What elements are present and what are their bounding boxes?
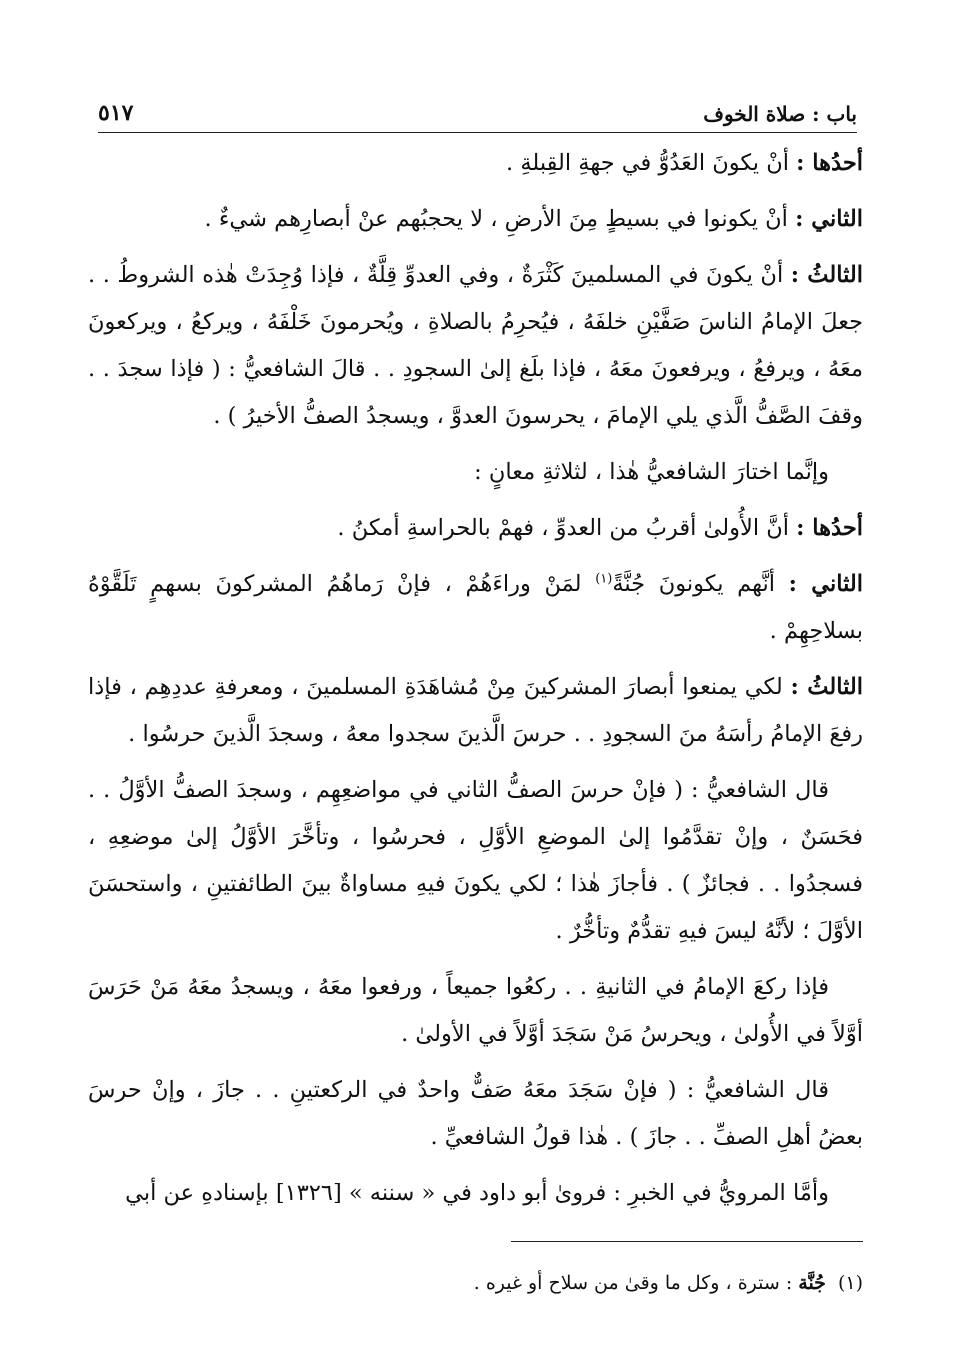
paragraph-6: [88, 561, 863, 655]
paragraph-text: قال الشافعيُّ : ( فإنْ حرسَ الصفُّ الثاني في مواضعِهِم ، وسجدَ الصفُّ الأوَّلُ . . فحَسَنٌ ، وإنْ تقدَّمُوا إلىٰ الموضعِ الأوَّلِ ، فحرسُوا ، وتأخَّرَ الأوَّلُ إلىٰ موضعِهِ ، فسجدُوا . . فجائزٌ ) . فأجازَ هٰذا ؛ لكي يكونَ فيهِ مساواةٌ بينَ الطائفتينِ ، واستحسَنَ الأوَّلَ ؛ لأنَّهُ ليسَ فيهِ تقدُّمٌ وتأخُّرٌ .: [88, 777, 863, 944]
paragraph-text: أنَّهم يكونونَ جُنَّةً: [612, 571, 789, 597]
chapter-title: باب : صلاة الخوف: [703, 102, 857, 126]
main-text: [88, 140, 863, 1226]
page-number: ٥١٧: [98, 100, 134, 126]
paragraph-4: [88, 449, 863, 496]
footnote: [88, 1268, 863, 1298]
paragraph-text: فإذا ركعَ الإمامُ في الثانيةِ . . ركعُوا جميعاً ، ورفعوا معَهُ ، ويسجدُ معَهُ مَنْ حَرَسَ أوَّلاً في الأُولىٰ ، ويحرسُ مَنْ سَجَدَ أوَّلاً في الأولىٰ .: [88, 974, 863, 1047]
paragraph-lead: أحدُها :: [796, 150, 863, 176]
paragraph-lead: الثاني :: [795, 206, 863, 232]
page-header: [98, 86, 857, 133]
footnote-divider: [511, 1241, 863, 1242]
paragraph-8: [88, 767, 863, 955]
paragraph-text: وأمَّا المرويُّ في الخبرِ : فروىٰ أبو داود في « سننه » [١٣٢٦] بإسنادهِ عن أبي: [125, 1180, 829, 1206]
paragraph-text: لكي يمنعوا أبصارَ المشركينَ مِنْ مُشاهَدَةِ المسلمينَ ، ومعرفةِ عددِهِم ، فإذا رفعَ الإمامُ رأسَهُ منَ السجودِ . . حرسَ الَّذينَ سجدوا معهُ ، وسجدَ الَّذينَ حرسُوا .: [88, 674, 863, 747]
paragraph-lead: أحدُها :: [796, 515, 863, 541]
paragraph-text: أنَّ الأُولىٰ أقربُ من العدوِّ ، فهمْ بالحراسةِ أمكنُ .: [337, 515, 797, 541]
paragraph-text: قال الشافعيُّ : ( فإنْ سَجَدَ معَهُ صَفٌّ واحدٌ في الركعتينِ . . جازَ ، وإنْ حرسَ بعضُ أهلِ الصفِّ . . جازَ ) . هٰذا قولُ الشافعيِّ .: [88, 1077, 863, 1150]
paragraph-text: أنْ يكونوا في بسيطٍ مِنَ الأرضِ ، لا يحجبُهم عنْ أبصارِهم شيءٌ .: [204, 206, 796, 232]
paragraph-11: [88, 1170, 863, 1217]
paragraph-text: لمَنْ وراءَهُمْ ، فإنْ رَماهُمُ المشركونَ بسهمٍ تَلَقَّوْهُ بسلاحِهِمْ .: [88, 571, 863, 644]
footnote-reference[interactable]: (١): [595, 571, 613, 587]
paragraph-1: [88, 140, 863, 187]
paragraph-7: [88, 664, 863, 758]
paragraph-5: [88, 505, 863, 552]
paragraph-text: أنْ يكونَ في المسلمينَ كَثْرَةٌ ، وفي العدوِّ قِلَّةٌ ، فإذا وُجِدَتْ هٰذه الشروطُ . . جعلَ الإمامُ الناسَ صَفَّيْنِ خلفَهُ ، فيُحرِمُ بالصلاةِ ، ويُحرمونَ خَلْفَهُ ، ويركعُ ، ويركعونَ معَهُ ، ويرفعُ ، ويرفعونَ معَهُ ، فإذا بلَغ إلىٰ السجودِ . . قالَ الشافعيُّ : ( فإذا سجدَ . . وقفَ الصَّفُّ الَّذي يلي الإمامَ ، يحرسونَ العدوَّ ، ويسجدُ الصفُّ الأخيرُ ) .: [88, 262, 863, 429]
paragraph-9: [88, 964, 863, 1058]
paragraph-lead: الثالثُ :: [790, 674, 863, 700]
paragraph-10: [88, 1067, 863, 1161]
footnote-text: : سترة ، وكل ما وقىٰ من سلاح أو غيره .: [473, 1272, 799, 1294]
paragraph-lead: الثاني :: [788, 571, 863, 597]
paragraph-text: أنْ يكونَ العَدُوُّ في جهةِ القِبلةِ .: [506, 150, 797, 176]
paragraph-2: [88, 196, 863, 243]
paragraph-text: وإنَّما اختارَ الشافعيُّ هٰذا ، لثلاثةِ معانٍ :: [474, 459, 829, 485]
paragraph-3: [88, 252, 863, 440]
footnote-number: (١): [837, 1272, 863, 1294]
paragraph-lead: الثالثُ :: [790, 262, 863, 288]
footnote-term: جُنَّة: [798, 1272, 826, 1294]
